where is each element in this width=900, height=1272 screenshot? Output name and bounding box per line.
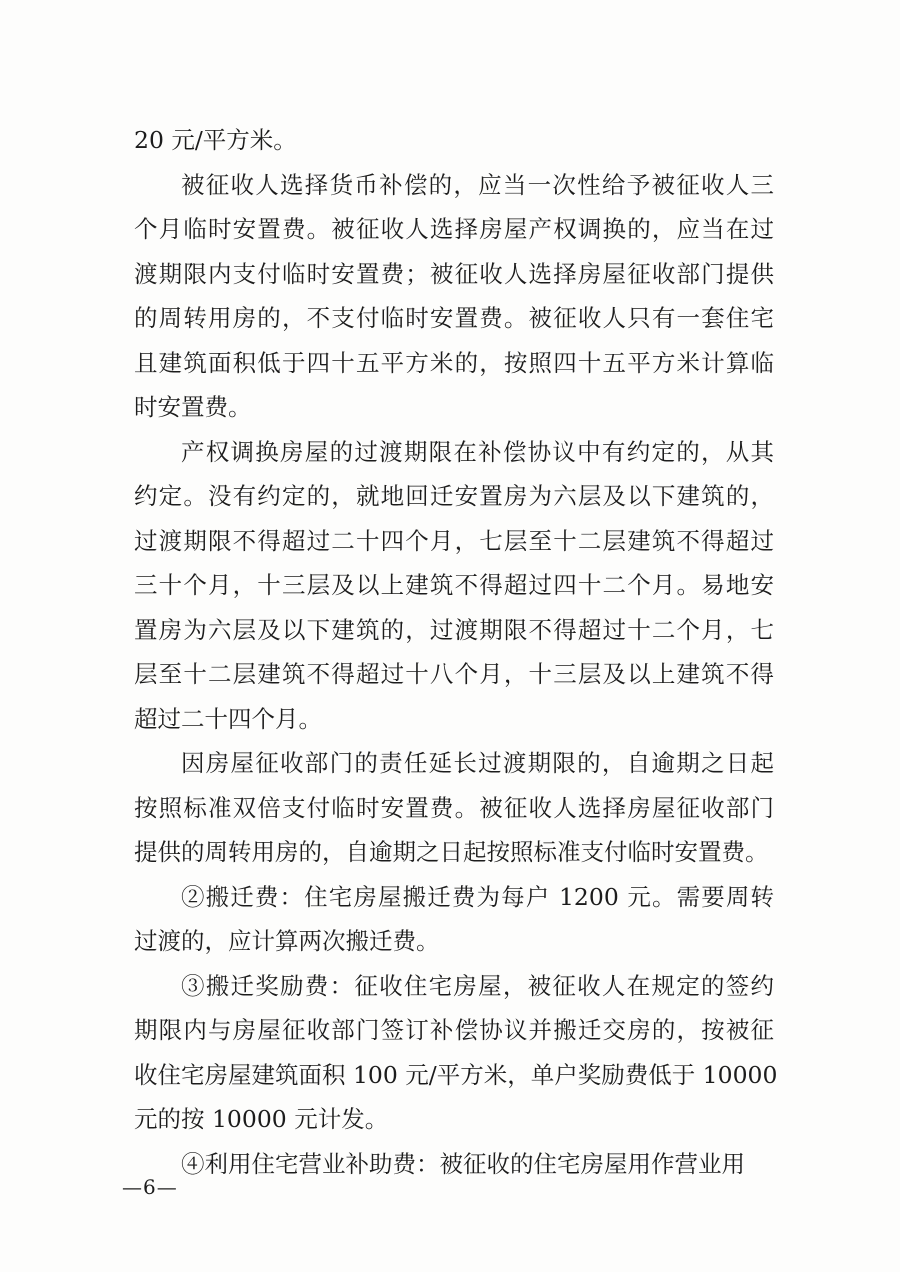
text-line: 时安置费。 xyxy=(134,393,252,421)
body-text xyxy=(134,118,778,1186)
text-line: 个月临时安置费。被征收人选择房屋产权调换的，应当在过 xyxy=(134,215,774,243)
text-line: 过渡期限不得超过二十四个月，七层至十二层建筑不得超过 xyxy=(134,526,774,555)
paragraph xyxy=(134,964,778,1142)
text-line: 产权调换房屋的过渡期限在补偿协议中有约定的，从其 xyxy=(181,437,774,466)
text-line: ②搬迁费：住宅房屋搬迁费为每户 1200 元。需要周转 xyxy=(181,882,774,911)
paragraph xyxy=(134,875,774,964)
text-line: 收住宅房屋建筑面积 100 元/平方米，单户奖励费低于 10000 xyxy=(134,1060,778,1089)
text-line: 超过二十四个月。 xyxy=(134,704,322,733)
text-line: 的周转用房的，不支付临时安置费。被征收人只有一套住宅 xyxy=(134,304,774,332)
text-line: 三十个月，十三层及以上建筑不得超过四十二个月。易地安 xyxy=(134,571,774,599)
text-line: 按照标准双倍支付临时安置费。被征收人选择房屋征收部门 xyxy=(134,793,774,822)
text-line: 层至十二层建筑不得超过十八个月，十三层及以上建筑不得 xyxy=(134,660,774,688)
text-line: 提供的周转用房的，自逾期之日起按照标准支付临时安置费。 xyxy=(134,838,769,866)
text-line: ③搬迁奖励费：征收住宅房屋，被征收人在规定的签约 xyxy=(181,971,774,1000)
paragraph xyxy=(134,118,774,163)
text-line: 期限内与房屋征收部门签订补偿协议并搬迁交房的，按被征 xyxy=(134,1016,774,1044)
paragraph xyxy=(134,741,774,875)
text-line: ④利用住宅营业补助费：被征收的住宅房屋用作营业用 xyxy=(181,1149,745,1178)
text-line: 被征收人选择货币补偿的，应当一次性给予被征收人三 xyxy=(181,170,774,199)
page-number: —6— xyxy=(122,1175,178,1199)
text-line: 渡期限内支付临时安置费；被征收人选择房屋征收部门提供 xyxy=(134,259,774,288)
paragraph xyxy=(134,163,774,430)
text-line: 置房为六层及以下建筑的，过渡期限不得超过十二个月，七 xyxy=(134,615,774,644)
paragraph xyxy=(134,1142,774,1187)
text-line: 元的按 10000 元计发。 xyxy=(134,1105,389,1133)
text-line: 因房屋征收部门的责任延长过渡期限的，自逾期之日起 xyxy=(181,749,774,777)
text-line: 约定。没有约定的，就地回迁安置房为六层及以下建筑的， xyxy=(134,482,774,510)
text-line: 20 元/平方米。 xyxy=(134,126,297,154)
text-line: 且建筑面积低于四十五平方米的，按照四十五平方米计算临 xyxy=(134,348,774,377)
paragraph xyxy=(134,430,774,742)
text-line: 过渡的，应计算两次搬迁费。 xyxy=(134,927,440,955)
